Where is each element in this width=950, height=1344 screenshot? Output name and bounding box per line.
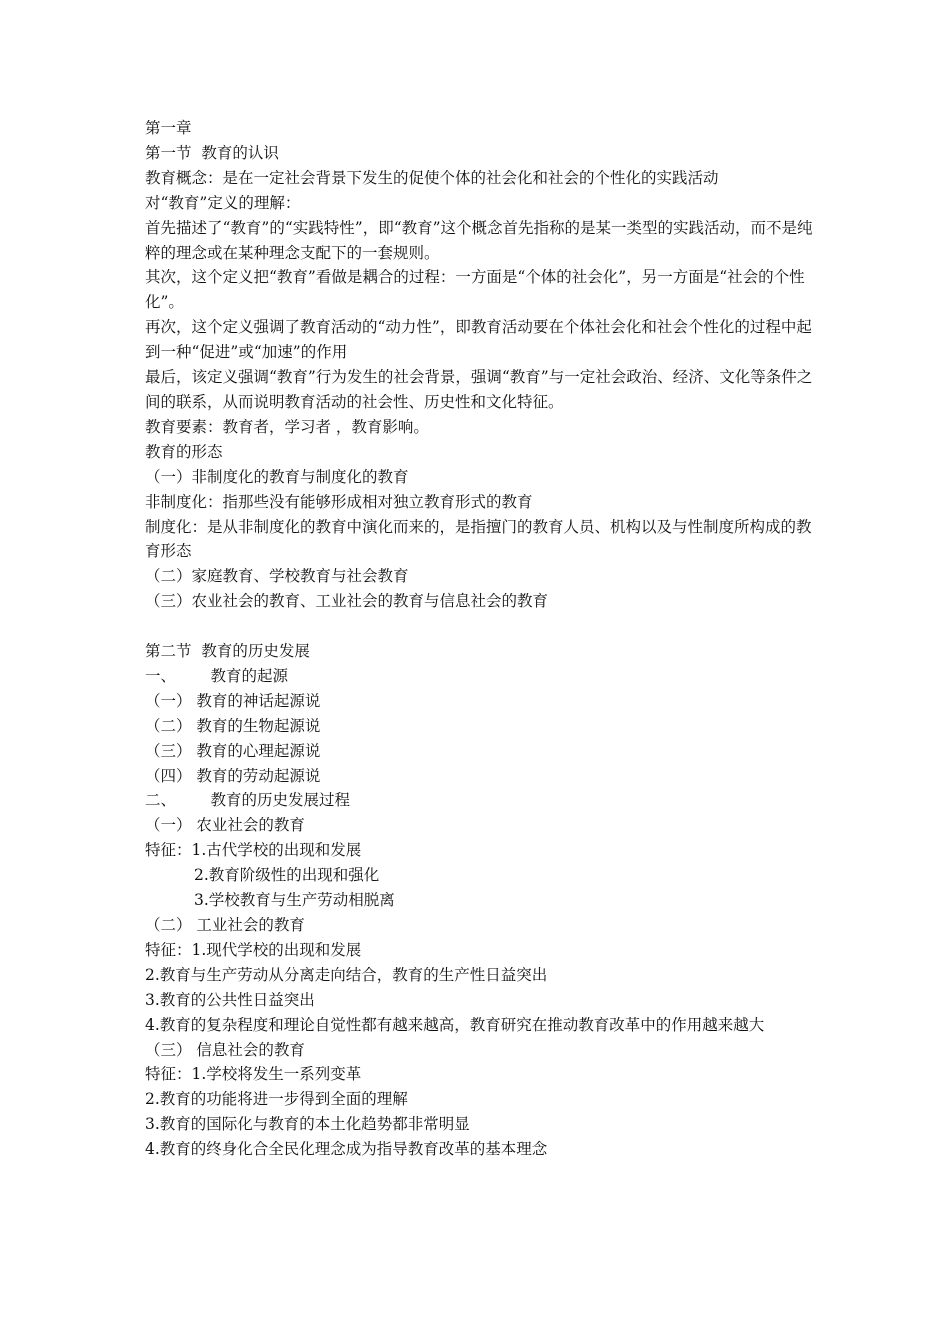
industry-feature-2: 2.教育与生产劳动从分离走向结合，教育的生产性日益突出 xyxy=(145,965,548,984)
paragraph-last: 最后，该定义强调“教育”行为发生的社会背景，强调“教育”与一定社会政治、经济、文化等条件之间的联系，从而说明教育活动的社会性、历史性和文化特征。 xyxy=(145,368,813,411)
section-spacer xyxy=(145,614,815,639)
paragraph-third: 再次，这个定义强调了教育活动的“动力性”，即教育活动要在个体社会化和社会个性化的过程中起到一种“促进”或“加速”的作用 xyxy=(145,318,812,362)
system-definition: 制度化：是从非制度化的教育中演化而来的，是指擅门的教育人员、机构以及与性制度所构成的教育形态 xyxy=(145,517,812,561)
industry-feature-4: 4.教育的复杂程度和理论自觉性都有越来越高，教育研究在推动教育改革中的作用越来越大 xyxy=(145,1015,765,1034)
process-heading: 二、 教育的历史发展过程 xyxy=(145,791,350,810)
document-page xyxy=(145,116,815,1162)
info-feature-1: 特征：1.学校将发生一系列变革 xyxy=(145,1065,362,1084)
origin-item-1: （一） 教育的神话起源说 xyxy=(145,691,321,710)
education-concept: 教育概念：是在一定社会背景下发生的促使个体的社会化和社会的个性化的实践活动 xyxy=(145,168,719,187)
agri-feature-3: 3.学校教育与生产劳动相脱离 xyxy=(194,891,395,910)
section-1-title: 第一节 教育的认识 xyxy=(145,143,279,162)
form-item-3: （三）农业社会的教育、工业社会的教育与信息社会的教育 xyxy=(145,592,549,611)
paragraph-second: 其次，这个定义把“教育”看做是耦合的过程：一方面是“个体的社会化”，另一方面是“社会的个性化”。 xyxy=(145,268,805,312)
industry-feature-3: 3.教育的公共性日益突出 xyxy=(145,990,315,1009)
origin-heading: 一、 教育的起源 xyxy=(145,666,288,685)
info-feature-4: 4.教育的终身化合全民化理念成为指导教育改革的基本理念 xyxy=(145,1140,548,1159)
origin-item-4: （四） 教育的劳动起源说 xyxy=(145,766,321,785)
agri-feature-2: 2.教育阶级性的出现和强化 xyxy=(194,866,380,885)
industry-feature-1: 特征：1.现代学校的出现和发展 xyxy=(145,940,362,959)
origin-item-2: （二） 教育的生物起源说 xyxy=(145,716,321,735)
info-feature-3: 3.教育的国际化与教育的本土化趋势都非常明显 xyxy=(145,1115,470,1134)
form-item-2: （二）家庭教育、学校教育与社会教育 xyxy=(145,567,409,586)
industry-heading: （二） 工业社会的教育 xyxy=(145,915,305,934)
forms-heading: 教育的形态 xyxy=(145,442,223,461)
agri-heading: （一） 农业社会的教育 xyxy=(145,816,305,835)
chapter-heading: 第一章 xyxy=(145,119,192,137)
form-item-1: （一）非制度化的教育与制度化的教育 xyxy=(145,467,409,486)
origin-item-3: （三） 教育的心理起源说 xyxy=(145,741,321,760)
understanding-heading: 对“教育”定义的理解： xyxy=(145,193,301,212)
nonsystem-definition: 非制度化：指那些没有能够形成相对独立教育形式的教育 xyxy=(145,492,533,511)
education-elements: 教育要素：教育者，学习者 ，教育影响。 xyxy=(145,417,429,436)
section-2-title: 第二节 教育的历史发展 xyxy=(145,642,310,661)
info-heading: （三） 信息社会的教育 xyxy=(145,1040,305,1059)
info-feature-2: 2.教育的功能将进一步得到全面的理解 xyxy=(145,1090,408,1109)
agri-feature-1: 特征：1.古代学校的出现和发展 xyxy=(145,841,362,860)
paragraph-first: 首先描述了“教育”的“实践特性”，即“教育”这个概念首先指称的是某一类型的实践活动，而不是纯粹的理念或在某种理念支配下的一套规则。 xyxy=(145,218,813,262)
